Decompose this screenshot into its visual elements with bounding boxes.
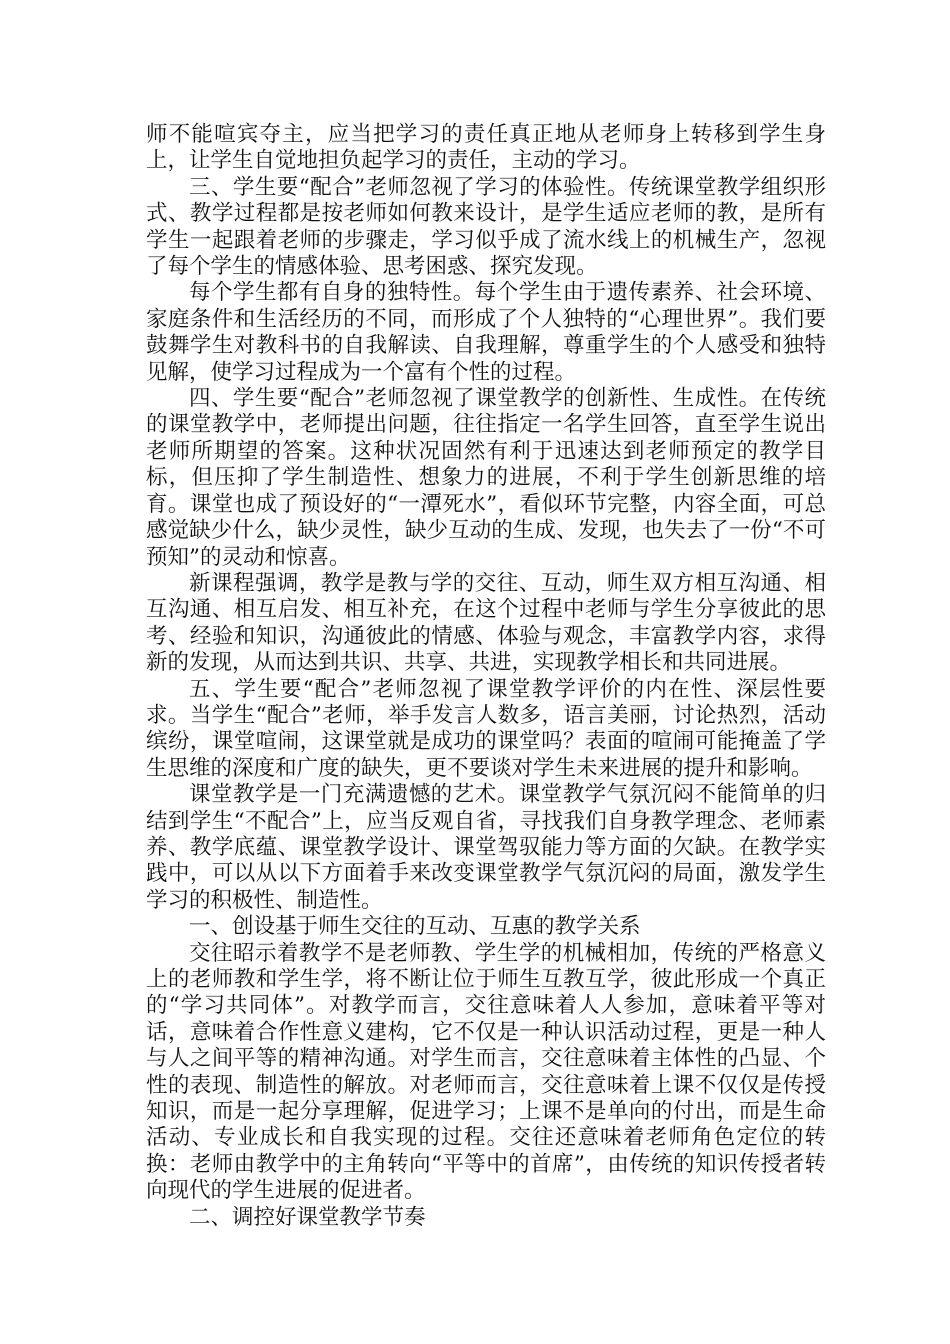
paragraph: 五、学生要“配合”老师忽视了课堂教学评价的内在性、深层性要求。当学生“配合”老师，举手发言人数多，语言美丽，讨论热烈，活动缤纷，课堂喧闹，这课堂就是成功的课堂吗？表面的喧闹可能掩盖了学生思维的深度和广度的缺失，更不要谈对学生未来进展的提升和影响。 <box>146 676 826 781</box>
paragraph: 课堂教学是一门充满遗憾的艺术。课堂教学气氛沉闷不能简单的归结到学生“不配合”上，应当反观自省，寻找我们自身教学理念、老师素养、教学底蕴、课堂教学设计、课堂驾驭能力等方面的欠缺。在教学实践中，可以从以下方面着手来改变课堂教学气氛沉闷的局面，激发学生学习的积极性、制造性。 <box>146 782 826 913</box>
section-heading: 二、调控好课堂教学节奏 <box>189 1204 426 1230</box>
section-heading: 一、创设基于师生交往的互动、互惠的教学关系 <box>189 914 641 940</box>
paragraph: 每个学生都有自身的独特性。每个学生由于遗传素养、社会环境、家庭条件和生活经历的不同，而形成了个人独特的“心理世界”。我们要鼓舞学生对教科书的自我解读、自我理解，尊重学生的个人感受和独特见解，使学习过程成为一个富有个性的过程。 <box>146 280 826 385</box>
paragraph: 师不能喧宾夺主，应当把学习的责任真正地从老师身上转移到学生身上，让学生自觉地担负起学习的责任，主动的学习。 <box>146 122 826 174</box>
paragraph: 四、学生要“配合”老师忽视了课堂教学的创新性、生成性。在传统的课堂教学中，老师提出问题，往往指定一名学生回答，直至学生说出老师所期望的答案。这种状况固然有利于迅速达到老师预定的教学目标，但压抑了学生制造性、想象力的进展，不利于学生创新思维的培育。课堂也成了预设好的“一潭死水”，看似环节完整，内容全面，可总感觉缺少什么，缺少灵性，缺少互动的生成、发现，也失去了一份“不可预知”的灵动和惊喜。 <box>146 386 826 570</box>
paragraph: 三、学生要“配合”老师忽视了学习的体验性。传统课堂教学组织形式、教学过程都是按老师如何教来设计，是学生适应老师的教，是所有学生一起跟着老师的步骤走，学习似乎成了流水线上的机械生产，忽视了每个学生的情感体验、思考困惑、探究发现。 <box>146 174 826 280</box>
document-page <box>146 122 826 1231</box>
paragraph: 交往昭示着教学不是老师教、学生学的机械相加，传统的严格意义上的老师教和学生学，将不断让位于师生互教互学，彼此形成一个真正的“学习共同体”。对教学而言，交往意味着人人参加，意味着平等对话，意味着合作性意义建构，它不仅是一种认识活动过程，更是一种人与人之间平等的精神沟通。对学生而言，交往意味着主体性的凸显、个性的表现、制造性的解放。对老师而言，交往意味着上课不仅仅是传授知识，而是一起分享理解，促进学习；上课不是单向的付出，而是生命活动、专业成长和自我实现的过程。交往还意味着老师角色定位的转换：老师由教学中的主角转向“平等中的首席”，由传统的知识传授者转向现代的学生进展的促进者。 <box>146 940 826 1204</box>
paragraph: 新课程强调，教学是教与学的交往、互动，师生双方相互沟通、相互沟通、相互启发、相互补充，在这个过程中老师与学生分享彼此的思考、经验和知识，沟通彼此的情感、体验与观念，丰富教学内容，求得新的发现，从而达到共识、共享、共进，实现教学相长和共同进展。 <box>146 570 826 676</box>
